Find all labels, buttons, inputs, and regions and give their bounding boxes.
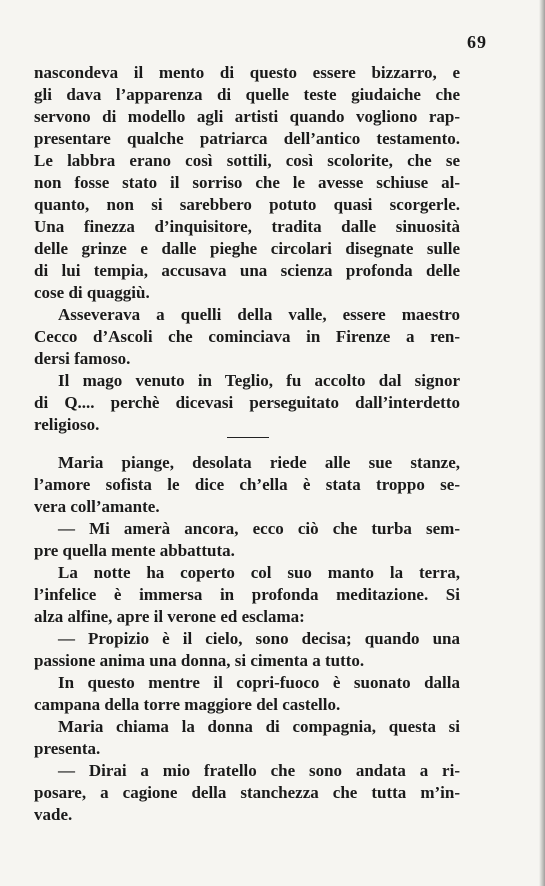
section-separator [227,437,269,438]
text-line: Maria piange, desolata riede alle sue stanze, [58,453,460,472]
text-line: di Q.... perchè dicevasi perseguitato dall’interdetto [34,393,460,412]
text-line: — Mi amerà ancora, ecco ciò che turba sem- [58,519,460,538]
text-line: l’infelice è immersa in profonda meditazione. Si [34,585,460,604]
text-line: di lui tempia, accusava una scienza profonda delle [34,261,460,280]
page-edge-shadow [539,0,545,886]
text-line: posare, a cagione della stanchezza che tutta m’in- [34,783,460,802]
text-line: gli dava l’apparenza di quelle teste giudaiche che [34,85,460,104]
text-line: Maria chiama la donna di compagnia, questa si [58,717,460,736]
text-line: delle grinze e dalle pieghe circolari disegnate sulle [34,239,460,258]
text-line: alza alfine, apre il verone ed esclama: [34,607,305,626]
text-line: non fosse stato il sorriso che le avesse schiuse al- [34,173,460,192]
text-line: campana della torre maggiore del castello. [34,695,341,714]
text-line: Asseverava a quelli della valle, essere maestro [58,305,460,324]
text-line: In questo mentre il copri-fuoco è suonato dalla [58,673,460,692]
text-line: l’amore sofista le dice ch’ella è stata troppo se- [34,475,460,494]
text-block-1 [34,62,460,436]
text-line: La notte ha coperto col suo manto la terra, [58,563,460,582]
text-line: religioso. [34,415,100,434]
text-line: cose di quaggiù. [34,283,150,302]
text-line: quanto, non si sarebbero potuto quasi scorgerle. [34,195,460,214]
text-line: servono di modello agli artisti quando vogliono rap- [34,107,460,126]
text-line: — Propizio è il cielo, sono decisa; quando una [58,629,460,648]
text-line: Il mago venuto in Teglio, fu accolto dal signor [58,371,460,390]
text-line: — Dirai a mio fratello che sono andata a ri- [58,761,460,780]
text-line: presentare qualche patriarca dell’antico testamento. [34,129,460,148]
text-line: dersi famoso. [34,349,131,368]
text-line: presenta. [34,739,101,758]
text-line: Una finezza d’inquisitore, tradita dalle sinuosità [34,217,460,236]
text-line: vade. [34,805,73,824]
page-number: 69 [467,32,487,52]
text-line: passione anima una donna, si cimenta a tutto. [34,651,365,670]
text-block-2 [34,452,460,826]
text-line: pre quella mente abbattuta. [34,541,235,560]
text-line: Le labbra erano così sottili, così scolorite, che se [34,151,460,170]
text-line: Cecco d’Ascoli che cominciava in Firenze a ren- [34,327,460,346]
text-line: vera coll’amante. [34,497,160,516]
text-line: nascondeva il mento di questo essere bizzarro, e [34,63,460,82]
